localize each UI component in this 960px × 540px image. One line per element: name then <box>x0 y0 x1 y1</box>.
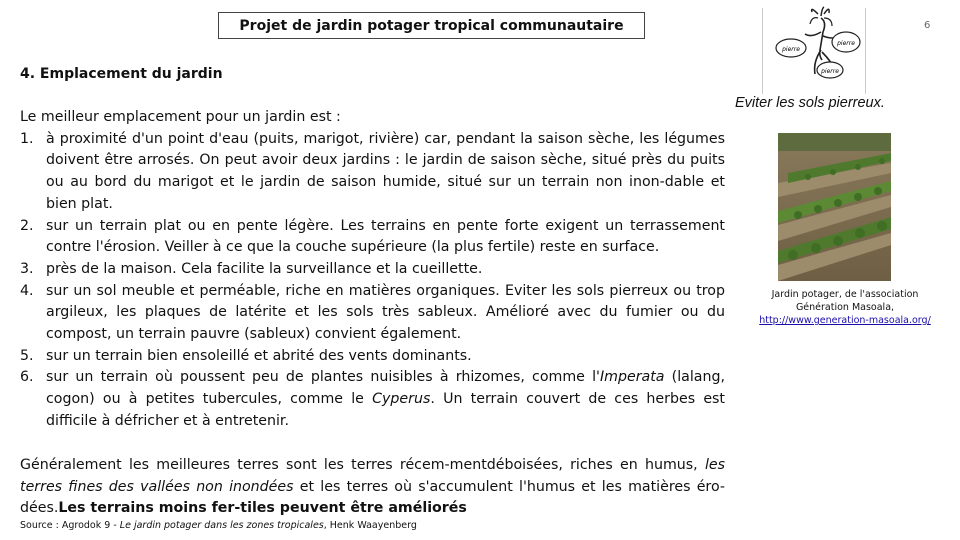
list-number: 1. <box>20 130 34 147</box>
stone-label: pierre <box>821 68 839 75</box>
closing-paragraph <box>20 455 725 520</box>
list-number: 2. <box>20 217 34 234</box>
stone-label: pierre <box>837 40 855 47</box>
species-name: Imperata <box>599 369 665 386</box>
closing-bold: Les terrains moins fer-tiles peuvent être améliorés <box>58 500 467 517</box>
source-prefix: Source : Agrodok 9 - <box>20 520 120 531</box>
list-number: 3. <box>20 260 34 277</box>
closing-italic: les terres fines des vallées non inondées <box>20 457 725 495</box>
list-item-text: à proximité d'un point d'eau (puits, marigot, rivière) car, pendant la saison sèche, les légumes doivent être arrosés. On peut avoir deux jardins : le jardin de saison sèche, situé près du puits ou au bord du marigot et le jardin de saison humide, situé sur un terrain non inon-dable et bien plat. <box>46 130 725 212</box>
list-item-text: sur un sol meuble et perméable, riche en matières organiques. Eviter les sols pierreux ou trop argileux, les plaques de latérite et les sols très sableux. Amélioré avec du fumier ou du compost, un terrain pauvre (sableux) convient également. <box>46 282 725 343</box>
list-item-text: (lalang, cogon) ou à petites tubercules, comme le <box>46 369 725 408</box>
photo-caption <box>735 288 955 327</box>
intro-text: Le meilleur emplacement pour un jardin est : <box>20 109 341 125</box>
main-text <box>20 107 725 433</box>
photo-caption-line: Génération Masoala, <box>795 302 895 313</box>
list-item <box>20 259 725 281</box>
photo-caption-line: Jardin potager, de l'association <box>771 289 919 300</box>
page-number: 6 <box>924 20 931 31</box>
stony-soil-sketch <box>762 6 866 94</box>
page-title: Projet de jardin potager tropical communautaire <box>218 12 645 39</box>
source-author: , Henk Waayenberg <box>323 520 417 531</box>
list-item <box>20 367 725 432</box>
list-item-text: sur un terrain bien ensoleillé et abrité des vents dominants. <box>46 347 472 364</box>
source-citation <box>20 520 417 531</box>
list-number: 4. <box>20 282 34 299</box>
list-item <box>20 216 725 259</box>
list-item-text: près de la maison. Cela facilite la surveillance et la cueillette. <box>46 260 483 277</box>
list-item-text: sur un terrain plat ou en pente légère. Les terrains en pente forte exigent un terrassement contre l'érosion. Veiller à ce que la couche supérieure (la plus fertile) reste en surface. <box>46 217 725 256</box>
source-title: Le jardin potager dans les zones tropicales <box>119 520 324 531</box>
photo-source-link[interactable]: http://www.generation-masoala.org/ <box>759 315 931 326</box>
list-item-text: . Un terrain couvert de ces herbes est difficile à défricher et à entretenir. <box>46 391 725 429</box>
closing-text: et les terres où s'accumulent l'humus et les matières éro-dées. <box>20 478 726 517</box>
list-item <box>20 346 725 368</box>
closing-text: Généralement les meilleures terres sont les terres récem-mentdéboisées, riches en humus, <box>20 457 705 473</box>
garden-photo <box>778 133 891 281</box>
stone-label: pierre <box>782 46 800 53</box>
criteria-list <box>20 129 725 433</box>
list-item <box>20 281 725 346</box>
stony-soil-caption: Eviter les sols pierreux. <box>735 95 885 111</box>
section-heading: 4. Emplacement du jardin <box>20 66 223 82</box>
species-name: Cyperus <box>372 391 431 408</box>
list-item-text: sur un terrain où poussent peu de plantes nuisibles à rhizomes, comme l' <box>46 369 600 386</box>
list-item <box>20 129 725 216</box>
list-number: 6. <box>20 369 34 386</box>
list-number: 5. <box>20 347 34 364</box>
